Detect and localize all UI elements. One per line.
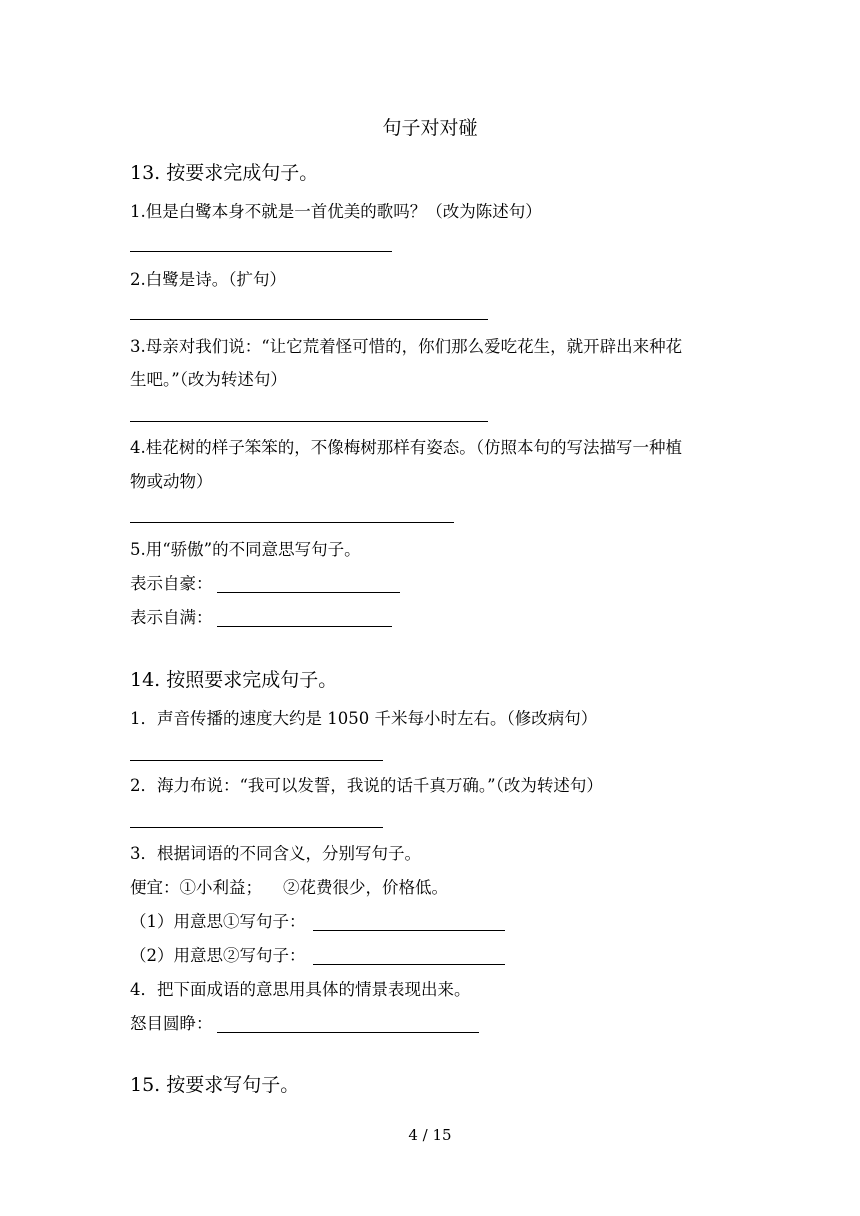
page-title: 句子对对碰: [382, 117, 478, 139]
q13-item5-conceited-answer-line[interactable]: [217, 626, 392, 627]
q13-item4-line2: 物或动物）: [130, 472, 213, 491]
q13-item3-line2: 生吧。”（改为转述句）: [130, 370, 287, 389]
q14-heading: 14. 按照要求完成句子。: [130, 669, 338, 691]
q13-item3-line1: 3.母亲对我们说：“让它荒着怪可惜的，你们那么爱吃花生，就开辟出来种花: [130, 337, 683, 356]
q13-heading: 13. 按要求完成句子。: [130, 162, 319, 184]
q14-item3-sense1-label: （1）用意思①写句子：: [130, 912, 306, 931]
q13-item3-answer-line[interactable]: [130, 421, 488, 422]
q14-item2: 2．海力布说：“我可以发誓，我说的话千真万确。”（改为转述句）: [130, 776, 603, 795]
q13-item2: 2.白鹭是诗。（扩句）: [130, 270, 286, 289]
q14-item3-sense1-answer-line[interactable]: [313, 930, 505, 931]
q14-item1-answer-line[interactable]: [130, 760, 383, 761]
q13-item5-proud-answer-line[interactable]: [217, 592, 400, 593]
q15-heading: 15. 按要求写句子。: [130, 1074, 300, 1096]
q13-item5-proud-label: 表示自豪：: [130, 574, 213, 593]
q13-item4-line1: 4.桂花树的样子笨笨的，不像梅树那样有姿态。（仿照本句的写法描写一种植: [130, 438, 682, 457]
q14-item4: 4．把下面成语的意思用具体的情景表现出来。: [130, 980, 471, 999]
q13-item5: 5.用“骄傲”的不同意思写句子。: [130, 540, 361, 559]
q13-item2-answer-line[interactable]: [130, 319, 488, 320]
q14-item4-idiom-label: 怒目圆睁：: [130, 1014, 213, 1033]
q14-item3-sense2-answer-line[interactable]: [313, 964, 505, 965]
q14-item3-sense2-label: （2）用意思②写句子：: [130, 946, 306, 965]
q14-item4-answer-line[interactable]: [217, 1032, 479, 1033]
q14-item3: 3．根据词语的不同含义，分别写句子。: [130, 844, 421, 863]
q14-item2-answer-line[interactable]: [130, 827, 383, 828]
q14-item3-definition: 便宜：①小利益； ②花费很少，价格低。: [130, 878, 448, 897]
q14-item1: 1．声音传播的速度大约是 1050 千米每小时左右。（修改病句）: [130, 709, 598, 728]
page-number: 4 / 15: [408, 1126, 452, 1144]
q13-item1: 1.但是白鹭本身不就是一首优美的歌吗？（改为陈述句）: [130, 202, 542, 221]
q13-item1-answer-line[interactable]: [130, 251, 392, 252]
q13-item4-answer-line[interactable]: [130, 522, 454, 523]
q13-item5-conceited-label: 表示自满：: [130, 608, 213, 627]
